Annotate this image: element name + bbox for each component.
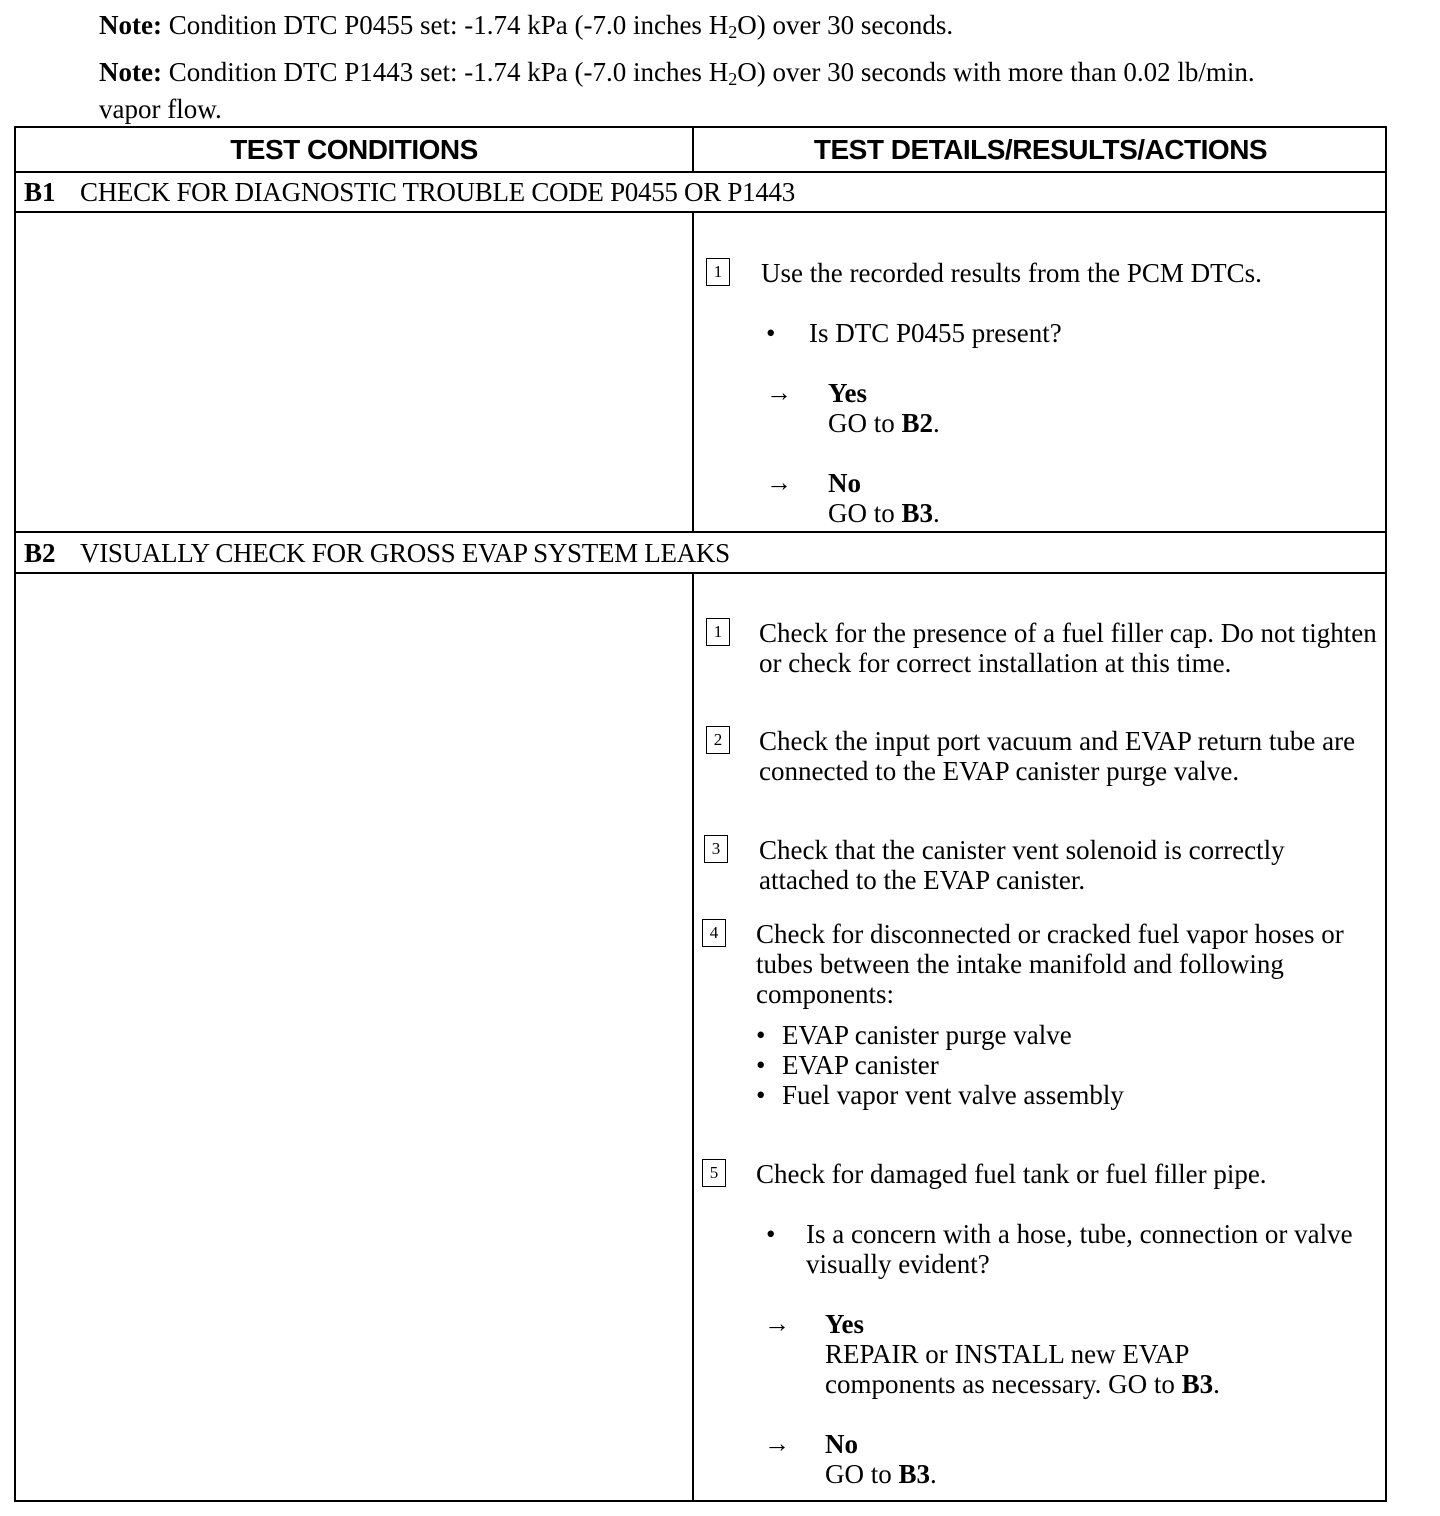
note-p0455: Note: Condition DTC P0455 set: -1.74 kPa (-7.0 inches $H_2O$) over 30 seconds. (99, 10, 954, 42)
procedure-table (14, 126, 1387, 1502)
b2-step-5-number: 5 (702, 1159, 726, 1187)
b1-step-1-number: 1 (706, 258, 730, 286)
b1-step-1-text: Use the recorded results from the PCM DTCs. (761, 258, 1262, 288)
b2-step-4-number: 4 (702, 919, 726, 947)
b1-step-title: CHECK FOR DIAGNOSTIC TROUBLE CODE P0455 OR P1443 (80, 176, 795, 207)
test-details-header: TEST DETAILS/RESULTS/ACTIONS (813, 134, 1268, 165)
list-item: • EVAP canister (756, 1050, 1356, 1080)
b1-end-rule (16, 531, 1385, 533)
note-p1443: Note: Condition DTC P1443 set: -1.74 kPa (-7.0 inches $H_2O$) over 30 seconds with more than 0.02 lb/min. vapor flow. (99, 57, 1255, 124)
arrow-right-icon: → (766, 378, 792, 407)
b1-yes-answer: Yes GO to B2. (828, 378, 940, 438)
b1-divider (692, 212, 694, 532)
b2-step-3-text: Check that the canister vent solenoid is correctly attached to the EVAP canister. (759, 835, 1285, 895)
arrow-right-icon: → (766, 468, 792, 497)
b1-question: Is DTC P0455 present? (809, 318, 1062, 348)
b2-step-title: VISUALLY CHECK FOR GROSS EVAP SYSTEM LEAKS (80, 537, 730, 568)
b2-divider (692, 573, 694, 1502)
arrow-right-icon: → (764, 1429, 790, 1458)
b2-component-list (756, 1020, 1356, 1110)
list-item: • Fuel vapor vent valve assembly (756, 1080, 1356, 1110)
test-conditions-header: TEST CONDITIONS (230, 134, 478, 165)
b2-step-4-text: Check for disconnected or cracked fuel vapor hoses or tubes between the intake manifold and following components: (756, 919, 1344, 1009)
b2-step-3-number: 3 (704, 835, 728, 863)
b1-title-row (16, 173, 1385, 211)
b2-step-5-text: Check for damaged fuel tank or fuel filler pipe. (756, 1159, 1267, 1189)
bullet-icon: • (766, 1219, 776, 1249)
b2-step-1-text: Check for the presence of a fuel filler cap. Do not tighten or check for correct installation at this time. (759, 618, 1377, 678)
b2-step-2-text: Check the input port vacuum and EVAP return tube are connected to the EVAP canister purge valve. (759, 726, 1356, 786)
b2-title-row (16, 534, 1385, 572)
list-item: • EVAP canister purge valve (756, 1020, 1356, 1050)
b1-step-id: B1 (24, 176, 56, 207)
b1-no-answer: No GO to B3. (828, 468, 940, 528)
b2-yes-answer: Yes REPAIR or INSTALL new EVAP components as necessary. GO to B3. (825, 1309, 1220, 1399)
b2-step-1-number: 1 (706, 618, 730, 646)
b2-question: Is a concern with a hose, tube, connection or valve visually evident? (806, 1219, 1353, 1279)
arrow-right-icon: → (764, 1309, 790, 1338)
b2-step-2-number: 2 (706, 726, 730, 754)
b1-title-rule (16, 211, 1385, 213)
b2-title-rule (16, 572, 1385, 574)
b2-step-id: B2 (24, 537, 56, 568)
bullet-icon: • (766, 318, 776, 348)
b2-no-answer: No GO to B3. (825, 1429, 937, 1489)
